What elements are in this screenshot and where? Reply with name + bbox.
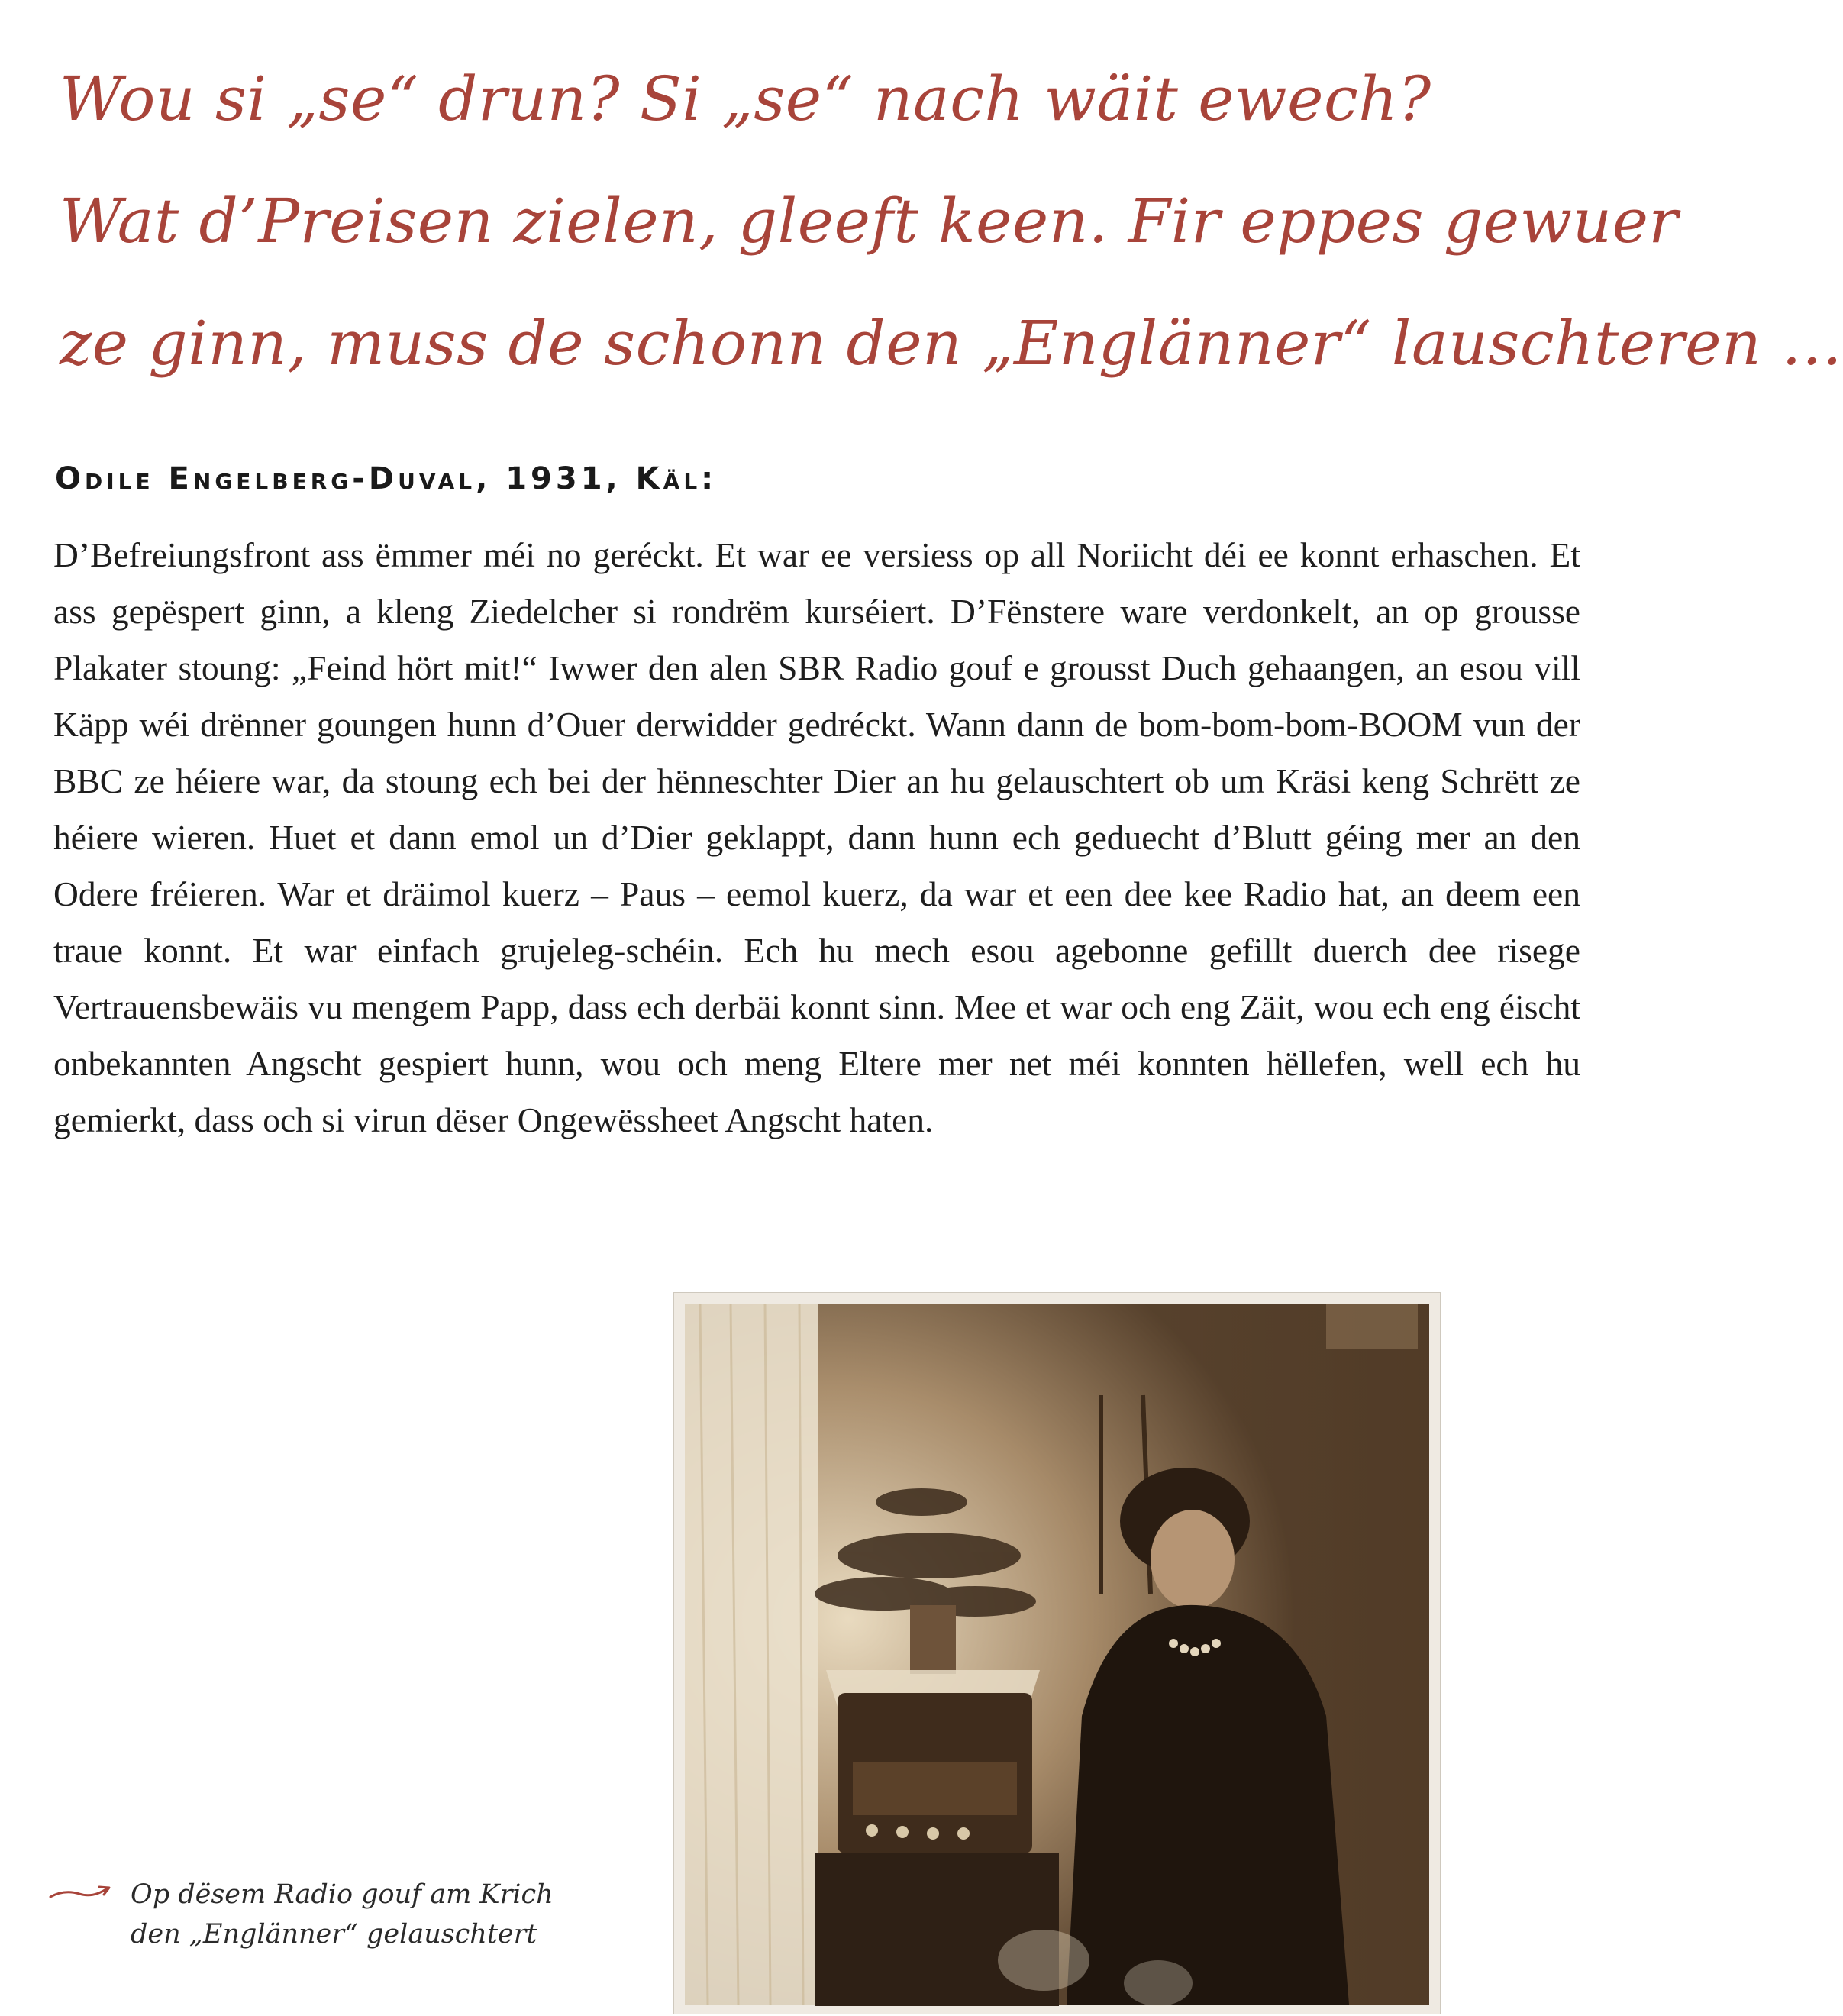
caption-line-1: Op dësem Radio gouf am Krich — [131, 1879, 554, 1910]
headline-line-3: ze ginn, muss de schonn den „Englänner“ lauschteren … — [60, 308, 1843, 379]
byline: Odile Engelberg-Duval, 1931, Käl: — [55, 461, 718, 496]
body-text: D’Befreiungsfront ass ëmmer méi no geréckt. Et war ee versiess op all Noriicht déi ee konnt erhaschen. Et ass gepëspert ginn, a kleng Ziedelcher si rondrëm kurséiert. D’Fënstere ware verdonkelt, an op grousse Plakater stoung: „Feind hört mit!“ Iwwer den alen SBR Radio gouf e grousst Duch gehaangen, an esou vill Käpp wéi drënner goungen hunn d’Ouer derwidder gedréckt. Wann dann de bom-bom-bom-BOOM vun der BBC ze héiere war, da stoung ech bei der hënneschter Dier an hu gelauschtert ob um Kräsi keng Schrëtt ze héiere wieren. Huet et dann emol un d’Dier geklappt, dann hunn ech geduecht d’Blutt géing mer an den Odere fréieren. War et dräimol kuerz – Paus – eemol kuerz, da war et een dee kee Radio hat, an deem een traue konnt. Et war einfach grujeleg-schéin. Ech hu mech esou agebonne gefillt duerch dee risege Vertrauensbewäis vu mengem Papp, dass ech derbäi konnt sinn. Mee et war och eng Zäit, wou ech eng éischt onbekannten Angscht gespiert hunn, wou och meng Eltere mer net méi konnten hëllefen, well ech hu gemierkt, dass och si virun dëser Ongewëssheet Angscht haten. — [53, 535, 1580, 1139]
photo — [673, 1292, 1441, 2014]
caption-line-2: den „Englänner“ gelauschtert — [131, 1919, 537, 1950]
headline — [60, 38, 1843, 405]
headline-line-2: Wat d’Preisen zielen, gleeft keen. Fir eppes gewuer — [60, 186, 1679, 257]
swash-arrow-icon — [49, 1883, 111, 1903]
photo-caption — [131, 1875, 554, 1954]
photo-woman-radio-illustration — [685, 1304, 1429, 2005]
headline-line-1: Wou si „se“ drun? Si „se“ nach wäit ewech? — [60, 63, 1431, 134]
